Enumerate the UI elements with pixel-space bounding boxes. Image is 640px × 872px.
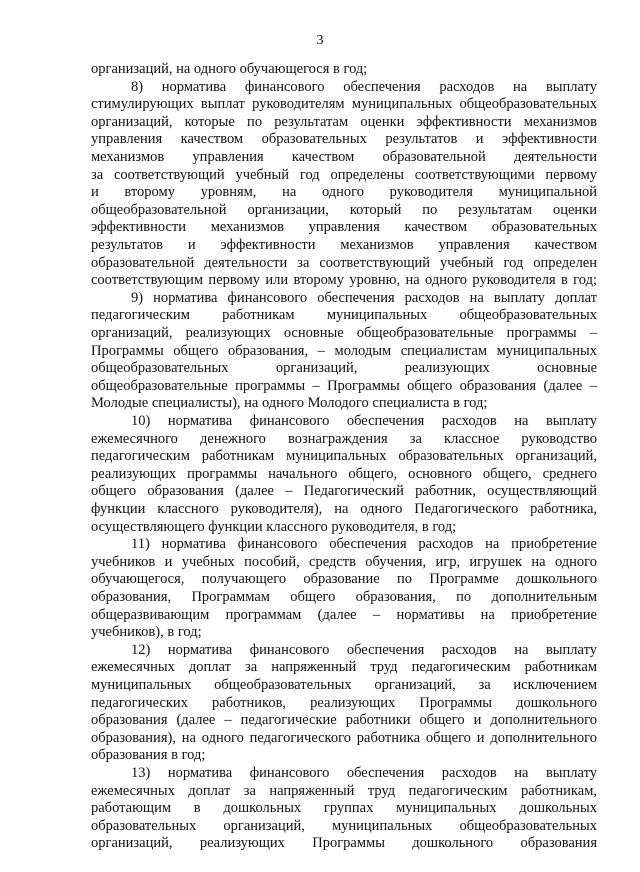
text-line: Программы общего образования, – молодым специалистам муниципальных: [91, 342, 597, 359]
text-line: обучающегося, получающего образование по Программе дошкольного: [91, 571, 597, 588]
text-line: организаций, на одного обучающегося в год;: [91, 61, 368, 77]
text-line: 13) норматива финансового обеспечения расходов на выплату: [131, 765, 597, 781]
text-line: общеобразовательных организаций, реализующих основные: [91, 360, 597, 377]
text-line: образования, Программам общего образования, по дополнительным: [91, 589, 597, 605]
text-line: Молодые специалисты), на одного Молодого специалиста в год;: [91, 395, 488, 412]
text-line: ежемесячных доплат за напряженный труд педагогическим работникам: [91, 659, 597, 676]
text-line: за соответствующий учебный год определены соответствующими первому: [91, 166, 597, 183]
page-number: 3: [316, 33, 324, 48]
text-line: реализующих программы начального общего, основного общего, среднего: [91, 465, 597, 482]
text-line: организаций, реализующих основные общеобразовательные программы –: [91, 325, 597, 341]
text-line: функции классного руководителя), на одного Педагогического работника,: [91, 501, 597, 517]
text-line: педагогическим работникам муниципальных образовательных организаций,: [91, 448, 597, 465]
text-line: образовательной деятельности за соответствующий учебный год определен: [91, 254, 597, 271]
text-line: учебников), в год;: [91, 624, 202, 641]
text-line: эффективности механизмов управления качеством образовательных: [91, 219, 597, 236]
text-line: 10) норматива финансового обеспечения расходов на выплату: [131, 413, 597, 429]
text-line: муниципальных общеобразовательных организаций, за исключением: [91, 677, 597, 693]
text-line: общеобразовательной организации, который по результатам оценки: [91, 201, 597, 218]
text-line: стимулирующих выплат руководителям муниципальных общеобразовательных: [91, 96, 597, 113]
text-line: соответствующим первому или второму уровню, на одного руководителя в год;: [91, 272, 597, 289]
text-line: и второму уровням, на одного руководителя муниципальной: [91, 184, 597, 201]
text-line: педагогических работников, реализующих Программы дошкольного: [91, 694, 597, 711]
text-line: 12) норматива финансового обеспечения расходов на выплату: [131, 641, 597, 658]
text-line: организаций, реализующих Программы дошкольного образования: [91, 835, 597, 852]
text-line: механизмов управления качеством образовательной деятельности: [91, 149, 597, 165]
text-line: управления качеством образовательных результатов и эффективности: [91, 131, 597, 148]
text-line: общего образования (далее – Педагогический работник, осуществляющий: [91, 483, 597, 500]
text-line: работающим в дошкольных группах муниципальных дошкольных: [91, 800, 597, 817]
text-line: образования (далее – педагогические работники общего и дополнительного: [91, 712, 597, 729]
text-line: образования), на одного педагогического работника общего и дополнительного: [91, 729, 597, 746]
text-line: образовательных организаций, муниципальных общеобразовательных: [91, 817, 597, 834]
text-line: общеразвивающим программам (далее – нормативы на приобретение: [91, 606, 597, 623]
text-line: результатов и эффективности механизмов управления качеством: [91, 237, 597, 253]
text-line: ежемесячного денежного вознаграждения за классное руководство: [91, 430, 597, 447]
text-line: 11) норматива финансового обеспечения расходов на приобретение: [131, 536, 597, 553]
text-line: общеобразовательные программы – Программы общего образования (далее –: [91, 377, 597, 394]
text-line: осуществляющего функции классного руководителя, в год;: [91, 518, 457, 535]
text-line: ежемесячных доплат за напряженный труд педагогическим работникам,: [91, 782, 597, 799]
text-line: 9) норматива финансового обеспечения расходов на выплату доплат: [131, 289, 597, 306]
text-line: педагогическим работникам муниципальных общеобразовательных: [91, 307, 597, 324]
text-line: учебников и учебных пособий, средств обучения, игр, игрушек на одного: [91, 553, 597, 570]
text-line: 8) норматива финансового обеспечения расходов на выплату: [131, 78, 597, 95]
text-line: образования в год;: [91, 747, 206, 764]
text-line: организаций, которые по результатам оценки эффективности механизмов: [91, 113, 597, 130]
